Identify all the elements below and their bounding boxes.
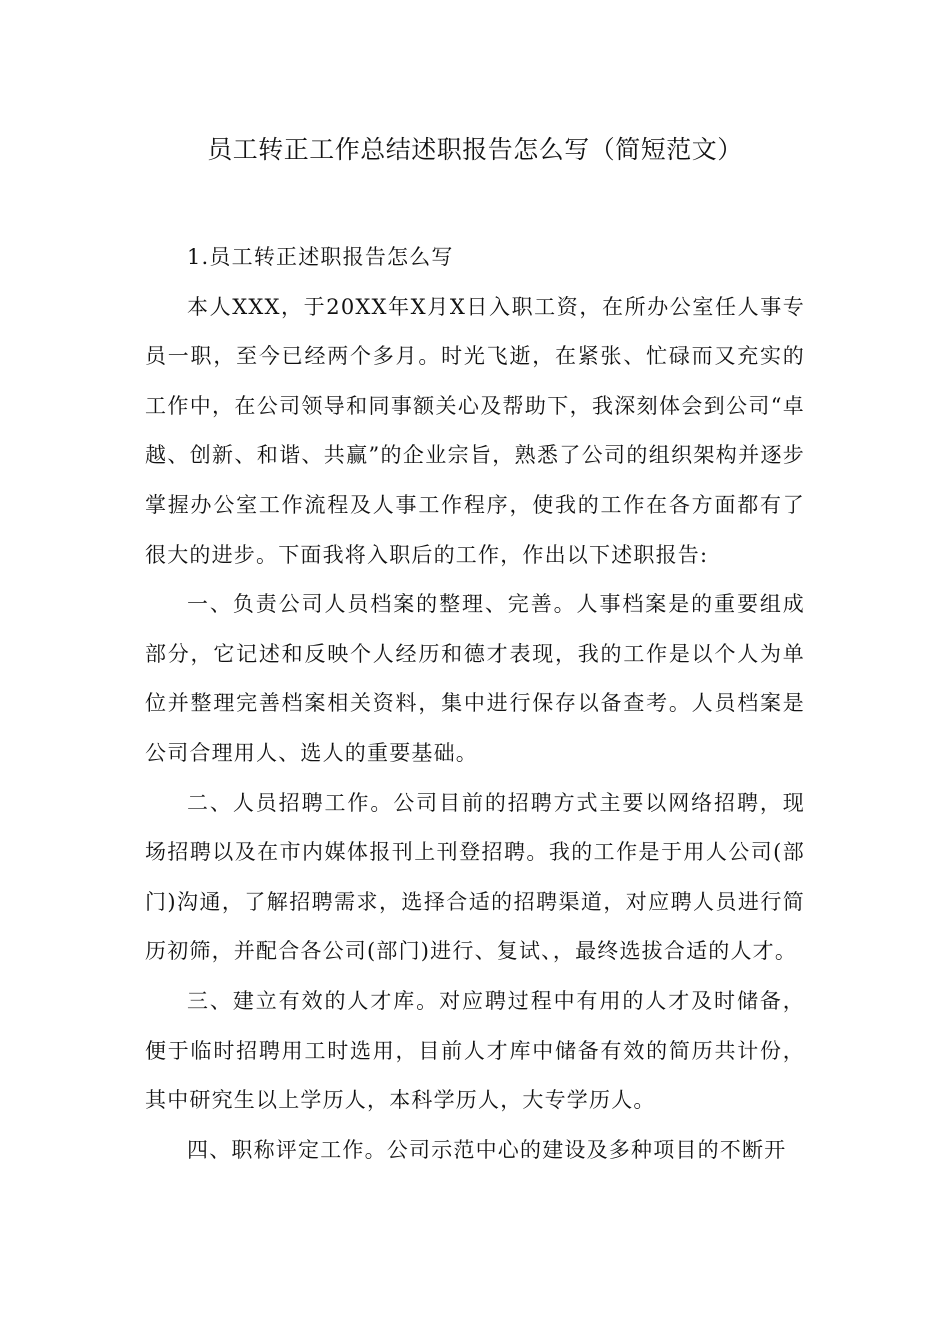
paragraph-item-3: 三、建立有效的人才库。对应聘过程中有用的人才及时储备，便于临时招聘用工时选用，目前人才库中储备有效的简历共计份，其中研究生以上学历人，本科学历人，大专学历人。	[145, 988, 805, 1113]
document-body	[145, 233, 805, 1175]
paragraph-intro: 本人XXX，于20XX年X月X日入职工资，在所办公室任人事专员一职，至今已经两个多月。时光飞逝，在紧张、忙碌而又充实的工作中，在公司领导和同事额关心及帮助下，我深刻体会到公司“卓越、创新、和谐、共赢”的企业宗旨，熟悉了公司的组织架构并逐步掌握办公室工作流程及人事工作程序，使我的工作在各方面都有了很大的进步。下面我将入职后的工作，作出以下述职报告:	[145, 294, 805, 567]
paragraph-item-2: 二、人员招聘工作。公司目前的招聘方式主要以网络招聘，现场招聘以及在市内媒体报刊上刊登招聘。我的工作是于用人公司(部门)沟通，了解招聘需求，选择合适的招聘渠道，对应聘人员进行简历初筛，并配合各公司(部门)进行、复试、，最终选拔合适的人才。	[145, 790, 805, 964]
document-title: 员工转正工作总结述职报告怎么写（简短范文）	[207, 135, 743, 164]
paragraph-item-4: 四、职称评定工作。公司示范中心的建设及多种项目的不断开	[187, 1137, 787, 1162]
section-heading: 1.员工转正述职报告怎么写	[187, 245, 454, 269]
paragraph-item-1: 一、负责公司人员档案的整理、完善。人事档案是的重要组成部分，它记述和反映个人经历和德才表现，我的工作是以个人为单位并整理完善档案相关资料，集中进行保存以备查考。人员档案是公司合理用人、选人的重要基础。	[145, 592, 805, 765]
